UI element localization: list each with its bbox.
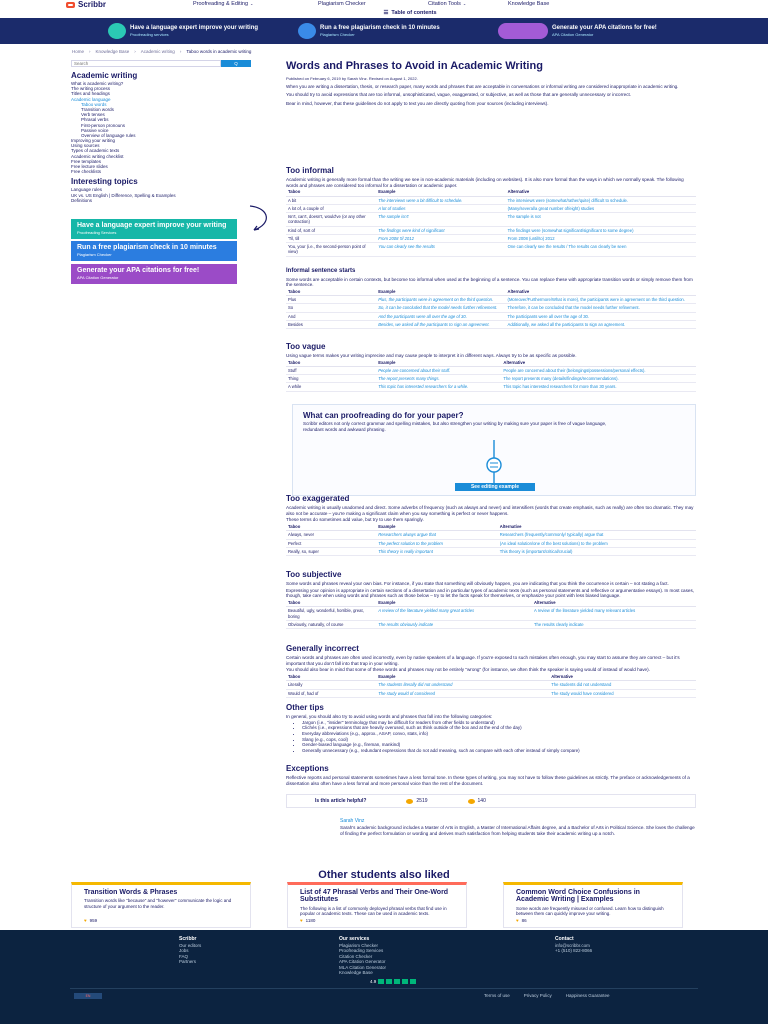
table-cell: Stuff (286, 366, 376, 374)
sidebar-item[interactable]: Free templates (71, 158, 102, 164)
sidebar-item[interactable]: Academic writing checklist (71, 153, 124, 159)
breadcrumb: Home › Knowledge Base › Academic writing › Taboo words in academic writing (72, 49, 252, 54)
table-cell: Kind of, sort of (286, 226, 376, 234)
section-text: In general, you should also try to avoid using words and phrases that fall into the following categories: (286, 714, 493, 719)
section-heading: Exceptions (286, 764, 329, 773)
page-title: Words and Phrases to Avoid in Academic Writing (286, 60, 543, 72)
table-cell: And the participants were all over the age of 30. (376, 312, 505, 320)
sidebar-item[interactable]: What is academic writing? (71, 81, 124, 86)
table-row (286, 531, 696, 539)
table-cell: You, your (i.e., the second-person point of view) (286, 243, 376, 257)
sidebar (71, 60, 271, 203)
section-too-informal (286, 166, 696, 257)
logo-icon (66, 2, 75, 8)
footer-link[interactable]: Plagiarism Checker (339, 942, 379, 948)
sidebar-item[interactable]: Titles and headings (71, 91, 110, 97)
table-cell: Literally (286, 681, 376, 689)
table-row (286, 681, 696, 689)
table-cell: Researchers (frequently/commonly/ typically) argue that (498, 531, 696, 539)
footer-email-link[interactable]: info@scribbr.com (555, 942, 590, 948)
table-header-row (286, 359, 696, 367)
section-text: These terms do sometimes add value, but try to use them sparingly. (286, 517, 424, 523)
star-icon (402, 979, 408, 984)
table-row (286, 383, 696, 391)
sidebar-item[interactable]: Passive voice (81, 127, 109, 133)
footer-phone-link[interactable]: +1 (510) 822-8066 (555, 948, 593, 953)
sidebar-card-proofreading[interactable]: Have a language expert improve your writing Proofreading Services (71, 219, 237, 239)
sidebar-item[interactable]: Free lecture slides (71, 164, 108, 169)
column-header: Taboo (286, 188, 376, 196)
table-row (286, 320, 696, 328)
table-cell: You can clearly see the results (376, 243, 505, 257)
table-cell: From 2008 (until/to) 2012 (506, 234, 696, 242)
taboo-table (286, 188, 696, 256)
table-cell: A lot of studies (376, 204, 505, 212)
table-cell: A review of the literature yielded many great articles (376, 607, 532, 621)
table-header-row (286, 599, 696, 607)
related-heading: Other students also liked (318, 869, 450, 881)
section-too-vague (286, 342, 696, 392)
footer-link[interactable]: Jobs (179, 948, 189, 953)
sidebar-item[interactable]: Phrasal verbs (81, 117, 109, 123)
article-meta: Published on February 6, 2019 by Sarah Vinz. Revised on August 1, 2022. (286, 75, 418, 81)
table-cell: Beautiful, ugly, wonderful, horrible, great, boring (286, 607, 376, 621)
table-cell: The participants were all over the age of 30. (506, 312, 696, 320)
footer-link[interactable]: Partners (179, 959, 197, 964)
taboo-table (286, 673, 696, 698)
table-row (286, 234, 696, 242)
footer-link[interactable]: Proofreading Services (339, 948, 384, 953)
heart-icon (406, 799, 413, 804)
section-text: Using vague terms makes your writing imprecise and may cause people to interpret it in different ways. Always try to be as specific as possible. (286, 353, 577, 358)
sidebar-item[interactable]: First-person pronouns (81, 122, 126, 128)
table-row (286, 304, 696, 312)
table-row (286, 607, 696, 621)
section-too-exaggerated (286, 494, 696, 556)
see-editing-example-button[interactable]: See editing example (455, 483, 535, 491)
chevron-down-icon: ⌄ (462, 1, 467, 6)
intro-paragraph: When you are writing a dissertation, thesis, or research paper, many words and phrases that are acceptable in conversations or informal writing are considered inappropriate in academic writing. (286, 83, 679, 89)
sidebar-item[interactable]: Transition words (81, 106, 114, 112)
intro-paragraph: Bear in mind, however, that these guidelines do not apply to text you are directly quoting from your sources (including interviews). (286, 101, 549, 107)
guarantee-link[interactable]: Happiness Guarantee (565, 993, 610, 998)
breadcrumb-home[interactable]: Home (72, 49, 85, 54)
table-cell: People are concerned about their stuff. (376, 366, 501, 374)
sidebar-item[interactable]: Verb tenses (81, 112, 105, 118)
search-icon: Q (234, 60, 238, 66)
nav-citation-tools[interactable]: Citation Tools ⌄ (428, 1, 467, 7)
footer-link[interactable]: MLA Citation Generator (339, 964, 387, 970)
table-cell: The findings were kind of significant (376, 226, 505, 234)
column-header: Taboo (286, 288, 376, 296)
list-icon: ☰ (383, 10, 389, 17)
star-icon (394, 979, 400, 984)
list-item: • Generally unnecessary (e.g., redundant expressions that do not add meaning, such as compare with each other instead of simply compare) (302, 748, 696, 754)
section-text: Academic writing is usually unadorned and direct. Some adverbs of frequency (such as always and never) and intensifiers (words that create emphasis, such as really) are often too dramatic. They may also not be accurate – you're making a significant claim when you say something is perfect or never happens. (286, 505, 694, 516)
footer-col-services: Our services Plagiarism Checker Proofreading Services Citation Checker APA Citation Generator MLA Citation Generator Knowledge Base (339, 936, 387, 975)
sidebar-item[interactable]: Using sources (71, 143, 100, 149)
table-cell: This theory is really important (376, 547, 498, 555)
column-header: Taboo (286, 523, 376, 531)
top-navigation (0, 0, 768, 9)
table-row (286, 539, 696, 547)
table-cell: (Moreover/Furthermore/What is more), the participants were in agreement on the third question. (506, 296, 696, 304)
promo-description: Scribbr editors not only correct grammar and spelling mistakes, but also strengthen your writing by making sure your paper is free of vague language, redundant words and awkward phrasing. (303, 421, 607, 432)
table-cell: 'Til, till (286, 234, 376, 242)
table-row (286, 689, 696, 697)
star-icon (386, 979, 392, 984)
trustpilot-rating[interactable]: 4.9 (370, 979, 416, 985)
chevron-down-icon: ⌄ (250, 1, 254, 6)
table-cell: The sample is not (506, 213, 696, 227)
table-cell: A while (286, 383, 376, 391)
table-cell: The findings were (somewhat significant/significant to some degree) (506, 226, 696, 234)
scribbr-logo[interactable]: Scribbr (66, 0, 106, 9)
table-cell: So (286, 304, 376, 312)
language-expert-icon (108, 23, 126, 39)
section-generally-incorrect (286, 644, 696, 698)
table-row (286, 296, 696, 304)
helpful-question: Is this article helpful? (315, 797, 367, 804)
sidebar-topic[interactable]: Language rules (71, 187, 103, 193)
section-text: Expressing your opinion is appropriate in certain sections of a dissertation and in particular types of academic texts (such as personal statements and reflective or argumentative essays). In most cases, though, take care when using words and phrases such as those below – try to let the facts speak for themselves, or emphasize your point with less biased language. (286, 587, 695, 599)
language-selector[interactable]: EN (74, 993, 102, 999)
sidebar-card-apa[interactable]: Generate your APA citations for free! APA Citation Generator (71, 264, 237, 284)
taboo-table (286, 523, 696, 556)
legal-links (484, 993, 610, 999)
section-too-subjective (286, 570, 696, 629)
likes-count: ♥ 86 (516, 918, 527, 924)
terms-link[interactable]: Terms of use (484, 993, 510, 998)
list-item: • Gender-biased language (e.g., fireman, mankind) (302, 742, 696, 748)
taboo-table (286, 359, 696, 392)
column-header: Alternative (532, 599, 696, 607)
search-input[interactable] (71, 60, 221, 67)
sidebar-item[interactable]: Types of academic texts (71, 148, 120, 154)
list-item: • Slang (e.g., cops, cool) (302, 737, 696, 743)
table-row (286, 213, 696, 227)
table-row (286, 375, 696, 383)
search-button[interactable] (221, 60, 251, 67)
nav-plagiarism-checker[interactable]: Plagiarism Checker (318, 1, 366, 7)
table-row (286, 620, 696, 628)
table-row (286, 226, 696, 234)
table-cell: Plus (286, 296, 376, 304)
intro-paragraph: You should try to avoid expressions that are too informal, unsophisticated, vague, exaggerated, or subjective, as well as those that are generally unnecessary or incorrect. (286, 92, 632, 98)
taboo-table (286, 599, 696, 629)
footer (0, 930, 768, 1024)
footer-col-contact: Contact info@scribbr.com +1 (510) 822-8066 (555, 936, 593, 953)
table-cell: Perfect (286, 539, 376, 547)
heart-icon: ♥ (300, 918, 303, 924)
column-header: Example (376, 673, 549, 681)
table-cell: One can clearly see the results / The results can clearly be seen (506, 243, 696, 257)
likes-count: ♥ 959 (84, 918, 98, 924)
table-row (286, 312, 696, 320)
table-cell: (Many/several/a great number of/eight) studies (506, 204, 696, 212)
section-heading: Too informal (286, 166, 334, 175)
table-cell: And (286, 312, 376, 320)
table-cell: The students literally did not understand (376, 681, 549, 689)
citation-icon (498, 23, 548, 39)
section-text: Some words and phrases reveal your own bias. For instance, if you state that something will obviously happen, you are indicating that you think the occurrence is certain – not stating a fact. (286, 581, 669, 586)
heart-icon: ♥ (516, 918, 519, 924)
table-of-contents-toggle[interactable]: ☰ Table of contents (383, 10, 437, 17)
table-cell: (An ideal solution/one of the best solutions) to the problem (498, 539, 696, 547)
table-cell: The perfect solution to the problem (376, 539, 498, 547)
column-header: Alternative (549, 673, 696, 681)
table-cell: From 2008 'til 2012 (376, 234, 505, 242)
sidebar-heading-academic-writing: Academic writing (71, 71, 138, 80)
column-header: Taboo (286, 599, 376, 607)
table-cell: The interviews were a bit difficult to schedule. (376, 196, 505, 204)
table-header-row (286, 188, 696, 196)
nav-knowledge-base[interactable]: Knowledge Base (508, 1, 550, 7)
sidebar-topic[interactable]: Definitions (71, 197, 93, 203)
section-informal-starts (286, 268, 696, 329)
sidebar-item[interactable]: Overview of language rules (81, 132, 136, 138)
proofreading-promo-box (292, 404, 696, 496)
section-heading: Too vague (286, 342, 326, 351)
section-other-tips (286, 703, 696, 753)
table-cell: The study would have considered (549, 689, 696, 697)
sidebar-topic[interactable]: UK vs. US English | Difference, Spelling & Examples (71, 192, 176, 198)
related-card[interactable]: Common Word Choice Confusions in Academic Writing | Examples Some words are frequently misused or confused. Learn how to distinguish between them can quickly improve your writing. ♥ 86 (503, 882, 683, 928)
section-heading: Too subjective (286, 570, 342, 579)
table-row (286, 243, 696, 257)
table-cell: Besides, we asked all the participants to sign an agreement. (376, 320, 505, 328)
promo-banner (0, 18, 768, 44)
table-cell: Additionally, we asked all the participants to sign an agreement. (506, 320, 696, 328)
sidebar-item[interactable]: The writing process (71, 86, 111, 92)
column-header: Alternative (498, 523, 696, 531)
column-header: Example (376, 359, 501, 367)
thumbs-down-icon (468, 799, 475, 804)
promo-title: What can proofreading do for your paper? (303, 411, 464, 420)
column-header: Example (376, 599, 532, 607)
sidebar-card-plagiarism[interactable]: Run a free plagiarism check in 10 minutes Plagiarism Checker (71, 241, 237, 261)
footer-link[interactable]: Our editors (179, 942, 202, 948)
promo-apa-citation[interactable]: Generate your APA citations for free! APA Citation Generator (498, 21, 662, 41)
sidebar-heading-topics: Interesting topics (71, 177, 138, 187)
sidebar-item[interactable]: Free checklists (71, 169, 102, 175)
table-cell: People are concerned about their (belongings/possessions/personal effects). (501, 366, 696, 374)
table-cell: Always, never (286, 531, 376, 539)
table-cell: This theory is (important/critical/crucial) (498, 547, 696, 555)
helpful-no-button[interactable]: 140 (468, 798, 486, 804)
column-header: Alternative (506, 188, 696, 196)
table-cell: Obviously, naturally, of course (286, 620, 376, 628)
column-header: Alternative (506, 288, 696, 296)
footer-link[interactable]: Citation Checker (339, 953, 373, 959)
footer-link[interactable]: APA Citation Generator (339, 959, 386, 964)
table-cell: The results clearly indicate (532, 620, 696, 628)
sidebar-search (71, 60, 251, 67)
breadcrumb-knowledge-base[interactable]: Knowledge Base (95, 49, 130, 54)
table-cell: Thing (286, 375, 376, 383)
column-header: Alternative (501, 359, 696, 367)
section-exceptions (286, 764, 696, 786)
sidebar-item[interactable]: Taboo words (81, 101, 107, 107)
sidebar-topics-list (71, 187, 271, 203)
section-heading: Generally incorrect (286, 644, 359, 653)
footer-col-scribbr: Scribbr Our editors Jobs FAQ Partners (179, 936, 202, 964)
table-cell: Really, so, super (286, 547, 376, 555)
section-heading: Informal sentence starts (286, 268, 356, 274)
helpful-feedback (286, 794, 696, 808)
related-card[interactable]: Transition Words & Phrases Transition words like "because" and "however" communicate the logic and structure of your argument to the reader. ♥ 959 (71, 882, 251, 928)
table-cell: Besides (286, 320, 376, 328)
taboo-table (286, 288, 696, 329)
table-cell: So, it can be concluded that the model needs further refinement. (376, 304, 505, 312)
table-cell: Researchers always argue that (376, 531, 498, 539)
column-header: Example (376, 288, 505, 296)
list-item: • Jargon (i.e., "insider" terminology that may be difficult for readers from other fields to understand) (302, 720, 696, 726)
curved-arrow-decoration (248, 204, 274, 232)
promo-plagiarism[interactable]: Run a free plagiarism check in 10 minutes Plagiarism Checker (298, 21, 460, 41)
column-header: Example (376, 523, 498, 531)
table-cell: A bit (286, 196, 376, 204)
section-text: You should also bear in mind that some of these words and phrases may not be entirely "wrong" (for instance, we often think the speaker is saying would of instead of would have). (286, 667, 650, 673)
sidebar-item[interactable]: Improving your writing (71, 138, 116, 144)
list-item: • Everyday abbreviations (e.g., approx., ASAP, convo, stats, info) (302, 731, 696, 737)
table-header-row (286, 523, 696, 531)
star-icon (410, 979, 416, 984)
section-heading: Too exaggerated (286, 494, 350, 503)
nav-proofreading[interactable]: Proofreading & Editing ⌄ (193, 1, 254, 7)
footer-divider (70, 988, 698, 989)
helpful-yes-button[interactable]: 2519 (406, 798, 427, 804)
table-row (286, 366, 696, 374)
table-cell: The sample isn't (376, 213, 505, 227)
section-text: Certain words and phrases are often used incorrectly, even by native speakers of a language. If you're exposed to such mistakes often enough, you may start to assume they are correct – but it's important that you don't fall into that trap in your writing. (286, 655, 680, 666)
table-cell: The interviews were (somewhat/rather/quite) difficult to schedule. (506, 196, 696, 204)
sidebar-item[interactable]: Academic language (71, 96, 111, 102)
table-row (286, 196, 696, 204)
table-row (286, 204, 696, 212)
table-header-row (286, 288, 696, 296)
star-icon (378, 979, 384, 984)
table-cell: Therefore, it can be concluded that the model needs further refinement. (506, 304, 696, 312)
promo-proofreading[interactable]: Have a language expert improve your writing Proofreading services (108, 21, 280, 41)
table-cell: Isn't, can't, doesn't, would've (or any other contraction) (286, 213, 376, 227)
table-cell: The report presents many (details/findings/recommendations). (501, 375, 696, 383)
section-text: Academic writing is generally more formal than the writing we see in non-academic materials (including on websites). It is also more formal than the ways in which we normally speak. The following words and phrases are considered too informal for a dissertation or academic paper. (286, 177, 684, 188)
author-description: Sarah's academic background includes a Master of Arts in English, a Master of International Affairs degree, and a Bachelor of Arts in Political Science. She loves the challenge of finding the perfect formulation or wording and derives much satisfaction from helping students take their academic writing up a notch. (340, 825, 695, 836)
table-cell: Plus, the participants were in agreement on the third question. (376, 296, 505, 304)
breadcrumb-academic-writing[interactable]: Academic writing (140, 49, 175, 54)
table-header-row (286, 673, 696, 681)
table-cell: Would of, had of (286, 689, 376, 697)
tips-list (302, 720, 696, 754)
footer-link[interactable]: Knowledge Base (339, 970, 373, 975)
column-header: Taboo (286, 359, 376, 367)
related-card[interactable]: List of 47 Phrasal Verbs and Their One-Word Substitutes The following is a list of commonly deployed phrasal verbs that find use in popular or academic texts. These can be used in academic texts. ♥ 1180 (287, 882, 467, 928)
table-cell: The study would of considered (376, 689, 549, 697)
list-item: • Clichés (i.e., expressions that are heavily overused, such as think outside of the box and at the end of the day) (302, 725, 696, 731)
footer-link[interactable]: FAQ (179, 953, 189, 959)
table-cell: The report presents many things. (376, 375, 501, 383)
privacy-link[interactable]: Privacy Policy (523, 993, 552, 998)
table-cell: This topic has interested researchers for a while. (376, 383, 501, 391)
table-cell: A lot of, a couple of (286, 204, 376, 212)
column-header: Example (376, 188, 505, 196)
author-bio (340, 818, 696, 837)
author-name[interactable]: Sarah Vinz (340, 818, 365, 824)
section-text: Reflective reports and personal statements sometimes have a less formal tone. In these types of writing, you may not have to follow these guidelines as strictly. The preface or acknowledgements of a dissertation also often have a less formal and more personal voice than the rest of the document. (286, 775, 690, 786)
table-cell: The students did not understand (549, 681, 696, 689)
table-cell: This topic has interested researchers for more than 30 years. (501, 383, 696, 391)
section-text: Some words are acceptable in certain contexts, but become too informal when used at the beginning of a sentence. You can replace these with appropriate transition words or simply remove them from the sentence. (286, 276, 693, 288)
table-row (286, 547, 696, 555)
plagiarism-icon (298, 23, 316, 39)
breadcrumb-current: Taboo words in academic writing (186, 49, 252, 54)
table-cell: The results obviously indicate (376, 620, 532, 628)
heart-icon: ♥ (84, 918, 87, 924)
section-heading: Other tips (286, 703, 324, 712)
table-cell: A review of the literature yielded many relevant articles (532, 607, 696, 621)
sidebar-nav-list (71, 81, 271, 174)
article (286, 61, 696, 107)
likes-count: ♥ 1180 (300, 918, 316, 924)
column-header: Taboo (286, 673, 376, 681)
